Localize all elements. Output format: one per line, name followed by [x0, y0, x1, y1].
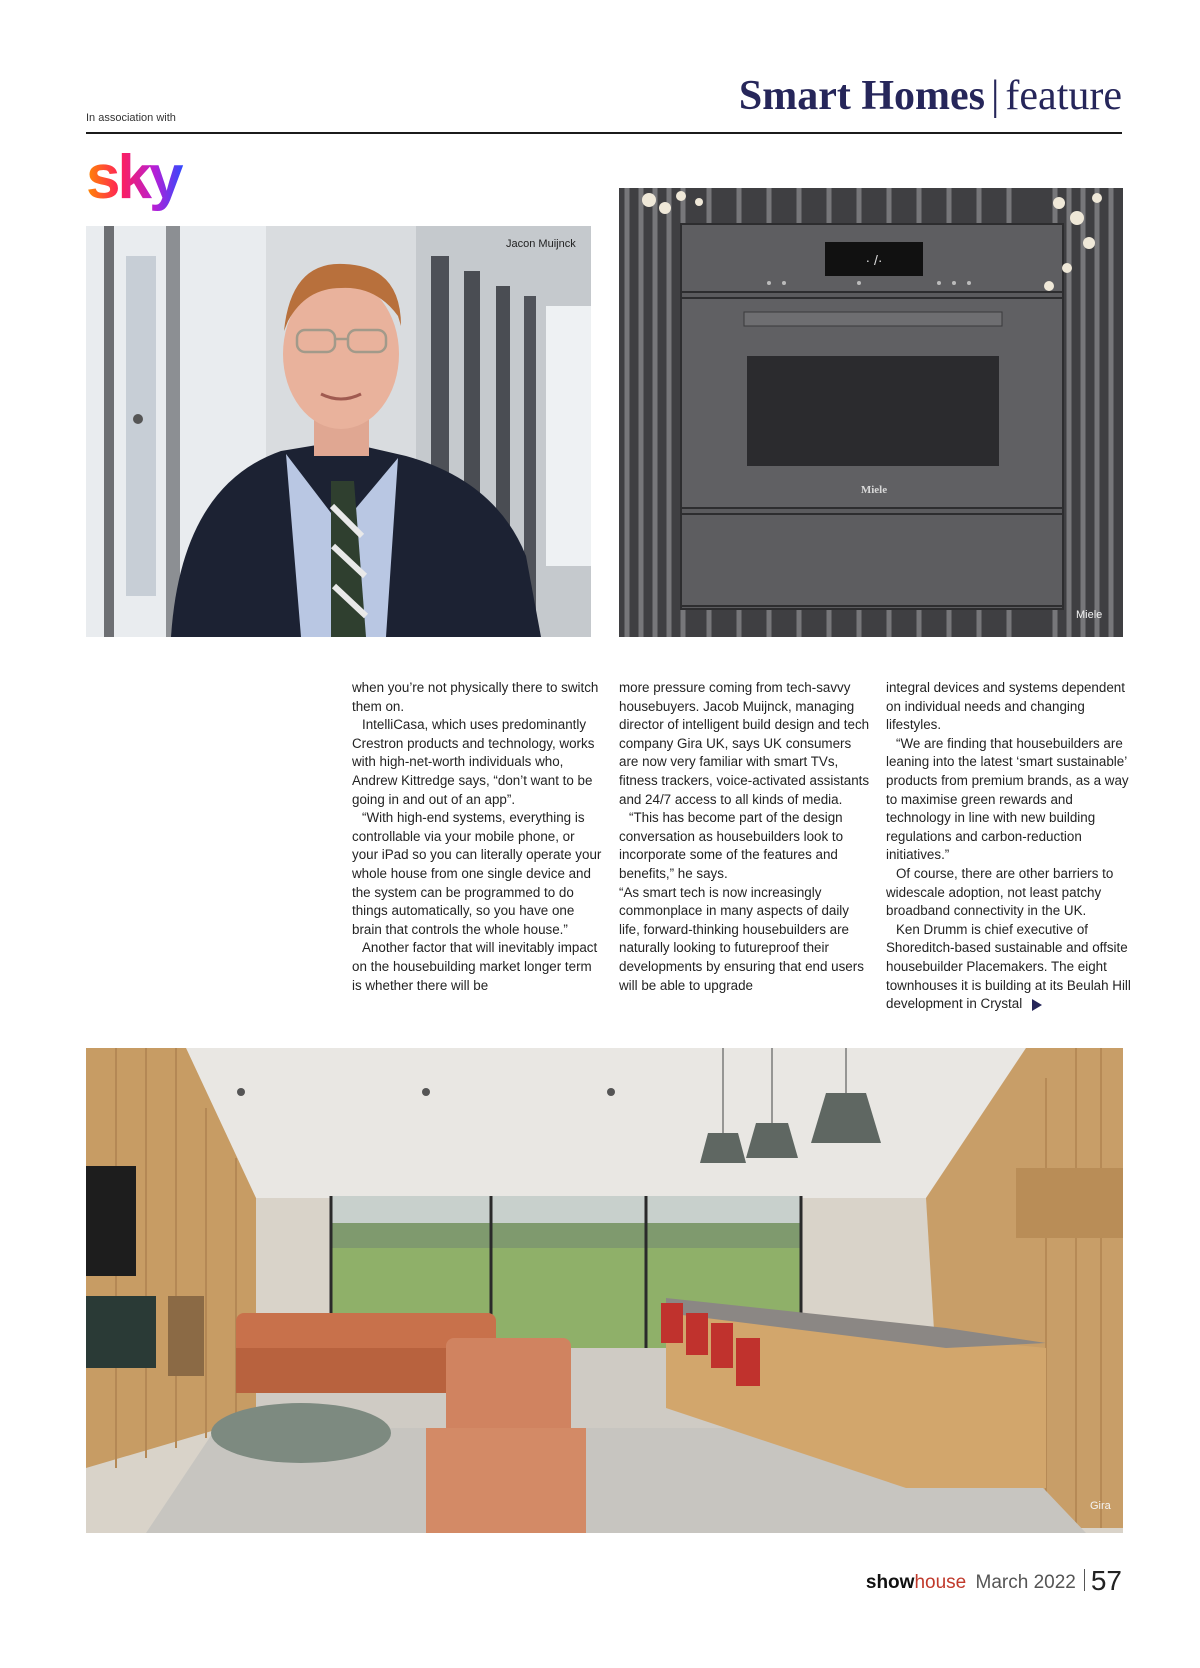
col3-paragraph: Of course, there are other barriers to widescale adoption, not least patchy broadband connectivity in the UK. — [886, 865, 1114, 919]
continue-arrow-icon[interactable] — [1032, 999, 1042, 1011]
col3-paragraph: “We are finding that housebuilders are leaning into the latest ‘smart sustainable’ products from premium brands, as a way to maximise green rewards and technology in line with new building regulations and carbon-reduction initiatives.” — [886, 735, 1129, 863]
oven-brand-label: Miele — [860, 484, 888, 496]
col2-paragraph: “As smart tech is now increasingly commonplace in many aspects of daily life, forward-thinking housebuilders are naturally looking to futureproof their developments by ensuring that end users will be able to upgrade — [619, 884, 864, 993]
col2-paragraph: more pressure coming from tech-savvy housebuyers. Jacob Muijnck, managing director of intelligent build design and tech company Gira UK, says UK consumers are now very familiar with smart TVs, fitness trackers, voice-activated assistants and 24/7 access to all kinds of media. — [619, 680, 870, 807]
col3-paragraph — [886, 921, 1138, 1014]
col1-paragraph: Another factor that will inevitably impact on the housebuilding market longer term is whether there will be — [352, 940, 598, 993]
association-label: In association with — [86, 112, 176, 124]
col1-paragraph: “With high-end systems, everything is controllable via your mobile phone, or your iPad so you can literally operate your whole house from one single device and the system can be programmed to do things automatically, so you have one brain that controls the whole house.” — [352, 810, 602, 937]
col1-paragraph: when you’re not physically there to switch them on. — [352, 680, 599, 714]
section-title-bold: Smart Homes — [738, 73, 985, 119]
brand-house: house — [914, 1572, 967, 1593]
issue-date: March 2022 — [975, 1572, 1076, 1593]
portrait-photo — [86, 226, 591, 637]
article-column-3 — [886, 679, 1138, 1014]
col1-paragraph: IntelliCasa, which uses predominantly Crestron products and technology, works with high-net-worth individuals who, Andrew Kittredge says, “don’t want to be going in and out of an app”. — [352, 717, 595, 807]
page-footer — [866, 1566, 1122, 1598]
header-divider — [86, 132, 1122, 134]
section-title-light: feature — [1005, 73, 1122, 119]
footer-divider — [1084, 1569, 1085, 1591]
article-column-1 — [352, 679, 604, 995]
svg-text:· /·: · /· — [865, 252, 883, 268]
col3-paragraph: integral devices and systems dependent on individual needs and changing lifestyles. — [886, 680, 1125, 733]
oven-caption: Miele — [1076, 609, 1103, 621]
portrait-caption: Jacon Muijnck — [506, 238, 576, 250]
section-title — [739, 70, 1122, 122]
col3-last-text: Ken Drumm is chief executive of Shoreditch-based sustainable and offsite housebuilder Placemakers. The eight townhouses it is building at its Beulah Hill development in Crystal — [886, 921, 1131, 1012]
title-separator: | — [991, 73, 1000, 119]
article-column-2 — [619, 679, 871, 995]
col2-paragraph: “This has become part of the design conversation as housebuilders look to incorporate some of the features and benefits,” he says. — [619, 810, 844, 881]
oven-photo-graphic — [619, 188, 1123, 637]
brand-show: show — [865, 1572, 915, 1593]
page-number: 57 — [1090, 1565, 1122, 1596]
interior-photo — [86, 1048, 1123, 1533]
sky-logo — [86, 146, 220, 220]
oven-photo — [619, 188, 1123, 637]
interior-caption: Gira — [1090, 1500, 1111, 1512]
svg-text:sky: sky — [86, 146, 181, 212]
